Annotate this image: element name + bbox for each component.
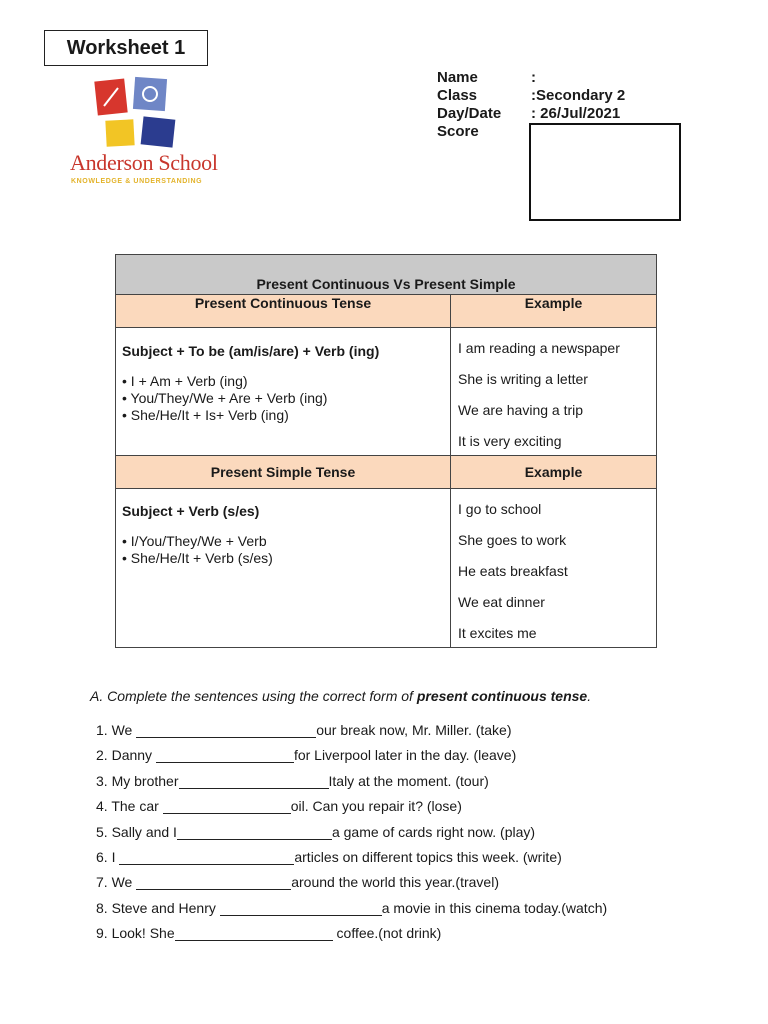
school-name: Anderson School — [70, 150, 218, 175]
answer-blank[interactable] — [179, 773, 329, 789]
info-row-score: Score — [437, 123, 479, 140]
answer-blank[interactable] — [220, 900, 382, 916]
simple-examples — [451, 489, 657, 648]
simple-bullet: • I/You/They/We + Verb — [122, 533, 267, 549]
simple-rule: Subject + Verb (s/es) — [122, 503, 260, 519]
grammar-table — [115, 254, 657, 648]
simple-example-header: Example — [451, 456, 657, 489]
school-logo — [66, 74, 226, 194]
exercise-item: 7. We around the world this year.(travel) — [96, 874, 499, 891]
instruction-emphasis: present continuous tense — [416, 688, 588, 704]
school-tagline: KNOWLEDGE & UNDERSTANDING — [71, 178, 203, 185]
table-title: Present Continuous Vs Present Simple — [116, 255, 657, 295]
continuous-bullet: • You/They/We + Are + Verb (ing) — [122, 390, 328, 406]
continuous-rule-cell — [116, 328, 451, 456]
continuous-examples — [451, 328, 657, 456]
exercise-list — [96, 718, 607, 947]
simple-header: Present Simple Tense — [116, 456, 451, 489]
simple-example: She goes to work — [458, 532, 567, 548]
continuous-header: Present Continuous Tense — [116, 295, 451, 328]
date-value: : 26/Jul/2021 — [531, 105, 621, 122]
exercise-item: 5. Sally and I a game of cards right now. (play) — [96, 823, 536, 840]
simple-example: I go to school — [458, 501, 542, 517]
continuous-bullet: • She/He/It + Is+ Verb (ing) — [122, 407, 289, 423]
worksheet-title: Worksheet 1 — [44, 30, 208, 66]
exercise-item: 3. My brother Italy at the moment. (tour) — [96, 772, 489, 789]
exercise-item: 9. Look! She coffee.(not drink) — [96, 925, 442, 942]
name-value[interactable]: : — [531, 69, 536, 86]
answer-blank[interactable] — [156, 747, 294, 763]
continuous-rule: Subject + To be (am/is/are) + Verb (ing) — [122, 343, 380, 359]
continuous-bullet: • I + Am + Verb (ing) — [122, 373, 248, 389]
answer-blank[interactable] — [136, 722, 316, 738]
class-value: :Secondary 2 — [531, 87, 626, 104]
simple-example: We eat dinner — [458, 594, 545, 610]
exercise-item: 1. We our break now, Mr. Miller. (take) — [96, 722, 512, 738]
score-box[interactable] — [529, 123, 681, 221]
continuous-example: She is writing a letter — [458, 371, 588, 387]
info-row-date: Day/Date : 26/Jul/2021 — [437, 105, 621, 122]
exercise-item: 8. Steve and Henry a movie in this cinema today.(watch) — [96, 899, 608, 916]
info-row-class: Class :Secondary 2 — [437, 87, 626, 104]
simple-bullet: • She/He/It + Verb (s/es) — [122, 550, 273, 566]
simple-example: He eats breakfast — [458, 563, 568, 579]
answer-blank[interactable] — [119, 849, 294, 865]
continuous-example: It is very exciting — [458, 433, 562, 449]
continuous-example-header: Example — [451, 295, 657, 328]
answer-blank[interactable] — [177, 824, 332, 840]
info-row-name: Name : — [437, 69, 536, 86]
simple-rule-cell — [116, 489, 451, 648]
simple-example: It excites me — [458, 625, 537, 641]
answer-blank[interactable] — [136, 874, 291, 890]
exercise-item: 6. I articles on different topics this week. (write) — [96, 848, 562, 865]
answer-blank[interactable] — [163, 798, 291, 814]
continuous-example: I am reading a newspaper — [458, 340, 620, 356]
exercise-item: 2. Danny for Liverpool later in the day. (leave) — [96, 747, 517, 764]
continuous-example: We are having a trip — [458, 402, 584, 418]
answer-blank[interactable] — [175, 925, 333, 941]
exercise-item: 4. The car oil. Can you repair it? (lose) — [96, 798, 462, 815]
instruction: A. Complete the sentences using the correct form of present continuous tense. — [90, 688, 592, 704]
